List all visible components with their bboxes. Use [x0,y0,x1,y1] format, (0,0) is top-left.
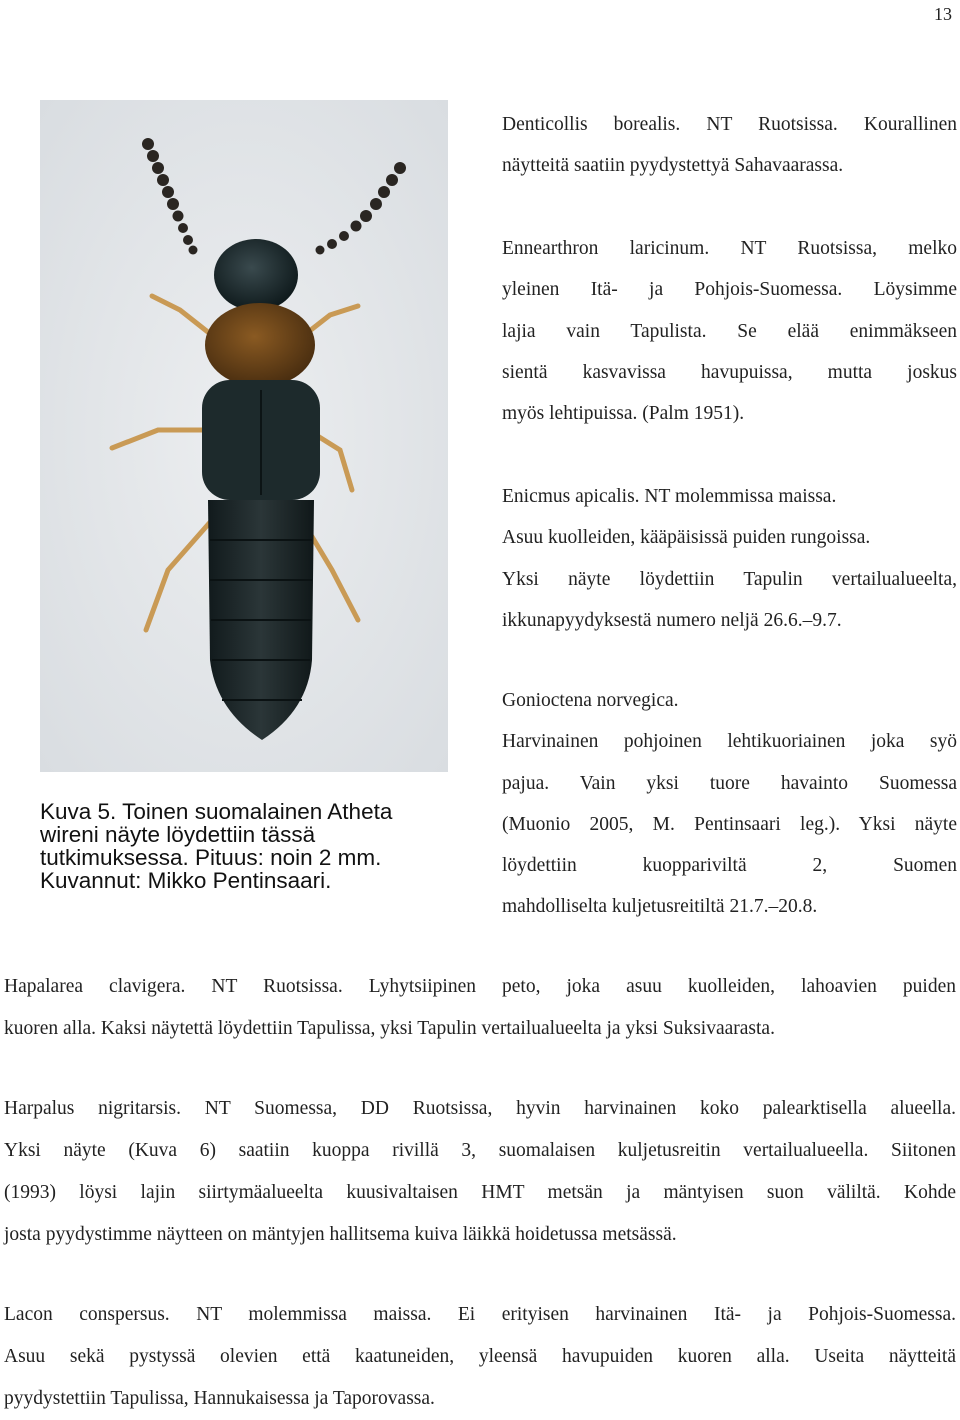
beetle-head [214,239,298,311]
text-line: löydettiin kuoppariviltä 2, Suomen [502,855,957,877]
beetle-pronotum [205,303,315,387]
text-line: ikkunapyydyksestä numero neljä 26.6.–9.7. [502,609,842,631]
text-line: Yksi näyte (Kuva 6) saatiin kuoppa rivillä 3, suomalaisen kuljetusreitin vertailualueella. Siitonen [4,1140,956,1161]
text-line: myös lehtipuissa. (Palm 1951). [502,403,745,425]
paragraph-hapalarea [4,966,956,1050]
beetle-photo [40,100,448,772]
paragraph-denticollis [502,104,957,187]
paragraph-ennearthron [502,228,957,434]
text-line: (Muonio 2005, M. Pentinsaari leg.). Yksi näyte [502,813,957,835]
text-line: Asuu sekä pystyssä olevien että kaatuneiden, yleensä havupuiden kuoren alla. Useita näytteitä [4,1346,956,1367]
caption-line: Kuvannut: Mikko Pentinsaari. [40,868,332,893]
text-line: Gonioctena norvegica. [502,690,679,711]
text-line: Hapalarea clavigera. NT Ruotsissa. Lyhytsiipinen peto, joka asuu kuolleiden, lahoavien puiden [4,976,956,997]
text-line: Enicmus apicalis. NT molemmissa maissa. [502,486,837,507]
figure-caption [40,800,460,892]
text-line: kuoren alla. Kaksi näytettä löydettiin Tapulissa, yksi Tapulin vertailualueelta ja yksi Suksivaarasta. [4,1018,775,1039]
text-line: Harpalus nigritarsis. NT Suomessa, DD Ruotsissa, hyvin harvinainen koko palearktisella alueella. [4,1098,956,1119]
text-line: näytteitä saatiin pyydystettyä Sahavaarassa. [502,155,844,177]
text-line: Asuu kuolleiden, kääpäisissä puiden rungoissa. [502,527,871,549]
text-line: Lacon conspersus. NT molemmissa maissa. Ei erityisen harvinainen Itä- ja Pohjois-Suomessa. [4,1304,956,1325]
text-line: yleinen Itä- ja Pohjois-Suomessa. Löysimme [502,279,957,301]
text-line: pajua. Vain yksi tuore havainto Suomessa [502,772,957,794]
text-line: lajia vain Tapulista. Se elää enimmäkseen [502,320,957,342]
text-line: Harvinainen pohjoinen lehtikuoriainen joka syö [502,731,957,753]
beetle-illustration [40,100,448,772]
paragraph-gonioctena [502,680,957,928]
text-line: (1993) löysi lajin siirtymäalueelta kuusivaltaisen HMT metsän ja mäntyisen suon väliltä. Kohde [4,1182,956,1203]
page-number: 13 [934,4,952,24]
paragraph-enicmus [502,476,957,641]
text-line: Denticollis borealis. NT Ruotsissa. Kourallinen [502,114,957,135]
text-line: Ennearthron laricinum. NT Ruotsissa, melko [502,238,957,259]
caption-line: tutkimuksessa. Pituus: noin 2 mm. [40,845,382,870]
paragraph-harpalus [4,1088,956,1256]
text-line: Yksi näyte löydettiin Tapulin vertailualueelta, [502,568,957,590]
text-line: mahdolliselta kuljetusreitiltä 21.7.–20.8. [502,896,818,918]
caption-line: wireni näyte löydettiin tässä [40,822,316,847]
paragraph-lacon [4,1294,956,1420]
text-line: sientä kasvavissa havupuissa, mutta joskus [502,361,957,383]
text-line: pyydystettiin Tapulissa, Hannukaisessa ja Taporovassa. [4,1388,435,1409]
text-line: josta pyydystimme näytteen on mäntyjen hallitsema kuiva läikkä hoidetussa metsässä. [4,1224,677,1245]
caption-line: Kuva 5. Toinen suomalainen Atheta [40,799,393,824]
